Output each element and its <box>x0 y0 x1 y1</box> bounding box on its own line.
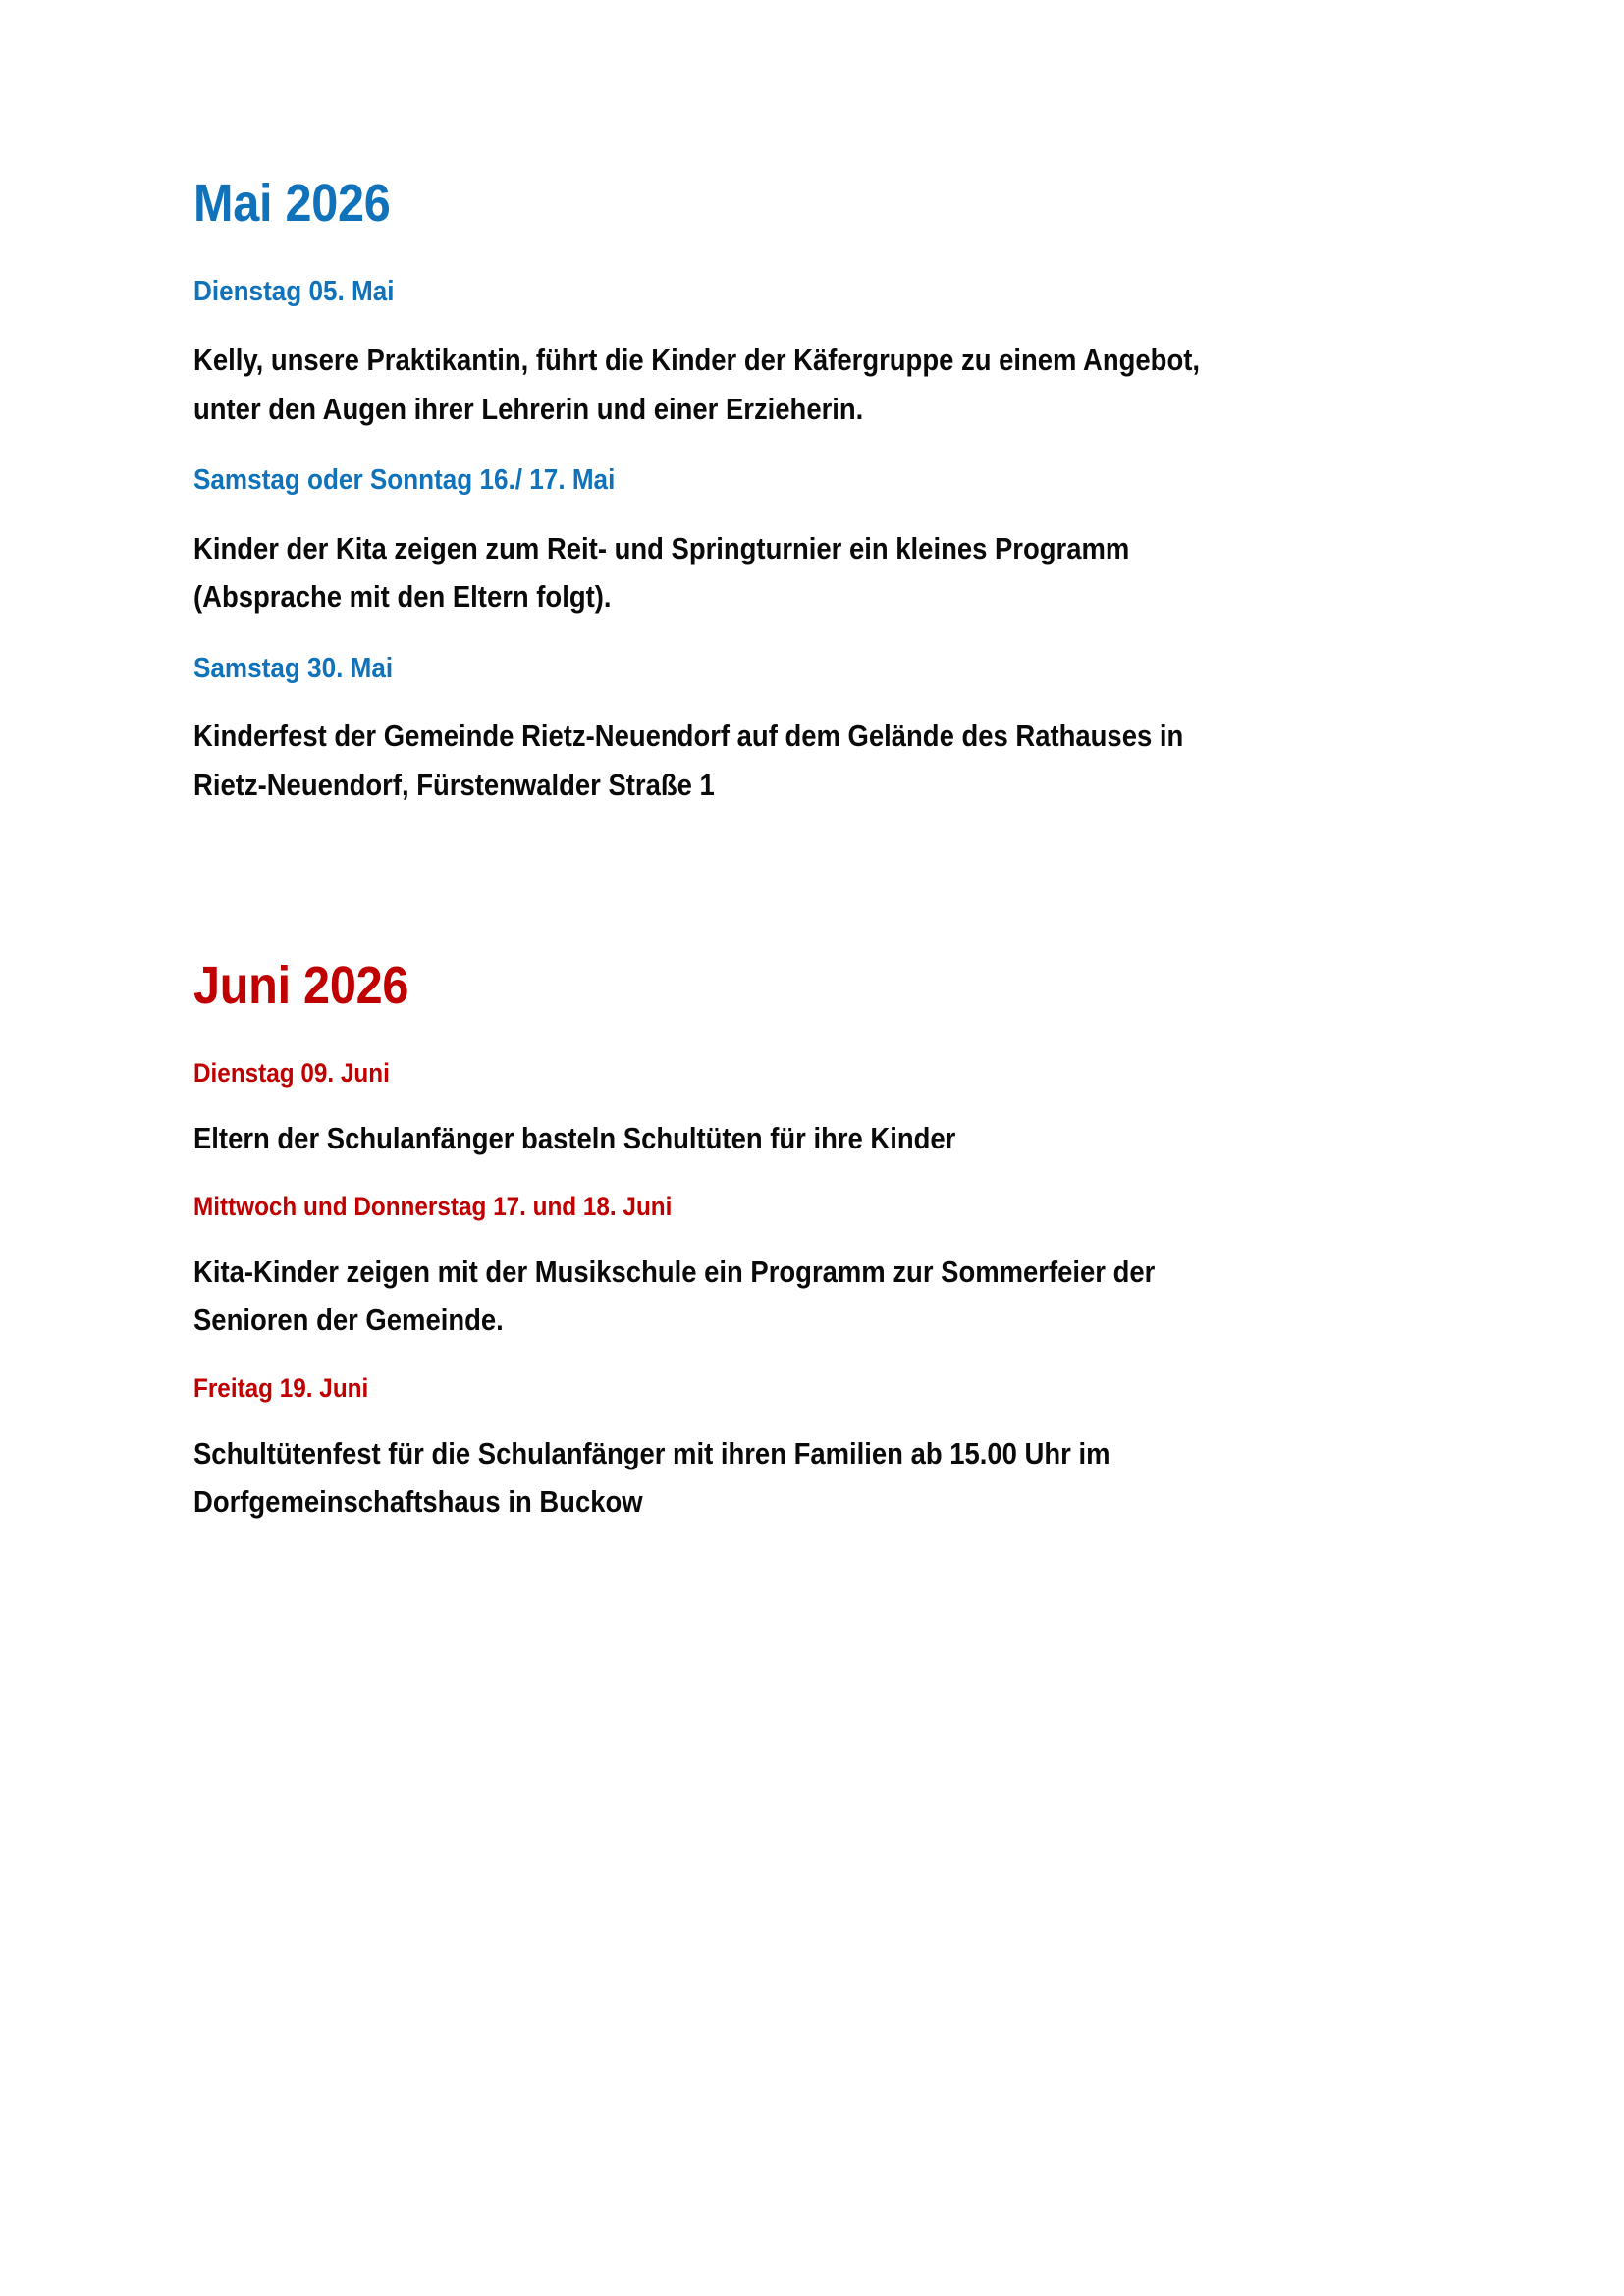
date-heading-juni-2: Mittwoch und Donnerstag 17. und 18. Juni <box>193 1192 673 1222</box>
month-section-mai <box>193 175 1372 810</box>
event-text-juni-3: Schultütenfest für die Schulanfänger mit ihren Familien ab 15.00 Uhr im Dorfgemeinschaftshaus in Buckow <box>193 1436 1110 1520</box>
month-title-mai: Mai 2026 <box>193 174 391 233</box>
event-block-mai-3 <box>193 652 1372 811</box>
event-text-juni-1: Eltern der Schulanfänger basteln Schultüten für ihre Kinder <box>193 1121 956 1155</box>
date-heading-juni-3: Freitag 19. Juni <box>193 1373 369 1404</box>
date-heading-mai-1: Dienstag 05. Mai <box>193 276 395 308</box>
date-heading-mai-2: Samstag oder Sonntag 16./ 17. Mai <box>193 463 616 496</box>
date-heading-mai-3: Samstag 30. Mai <box>193 652 394 684</box>
event-text-mai-1: Kelly, unsere Praktikantin, führt die Kinder der Käfergruppe zu einem Angebot, unter den Augen ihrer Lehrerin und einer Erzieherin. <box>193 344 1200 426</box>
event-block-mai-1 <box>193 275 1372 434</box>
event-text-mai-3: Kinderfest der Gemeinde Rietz-Neuendorf auf dem Gelände des Rathauses in Rietz-Neuendorf, Fürstenwalder Straße 1 <box>193 720 1184 802</box>
event-block-juni-3 <box>193 1372 1372 1526</box>
document-content <box>193 175 1372 1555</box>
event-text-mai-2: Kinder der Kita zeigen zum Reit- und Springturnier ein kleines Programm (Absprache mit den Eltern folgt). <box>193 531 1130 614</box>
event-text-juni-2: Kita-Kinder zeigen mit der Musikschule ein Programm zur Sommerfeier der Senioren der Gemeinde. <box>193 1255 1156 1338</box>
event-block-juni-2 <box>193 1191 1372 1345</box>
month-section-juni <box>193 957 1372 1527</box>
event-block-juni-1 <box>193 1057 1372 1163</box>
date-heading-juni-1: Dienstag 09. Juni <box>193 1058 390 1089</box>
month-title-juni: Juni 2026 <box>193 956 409 1016</box>
event-block-mai-2 <box>193 463 1372 622</box>
